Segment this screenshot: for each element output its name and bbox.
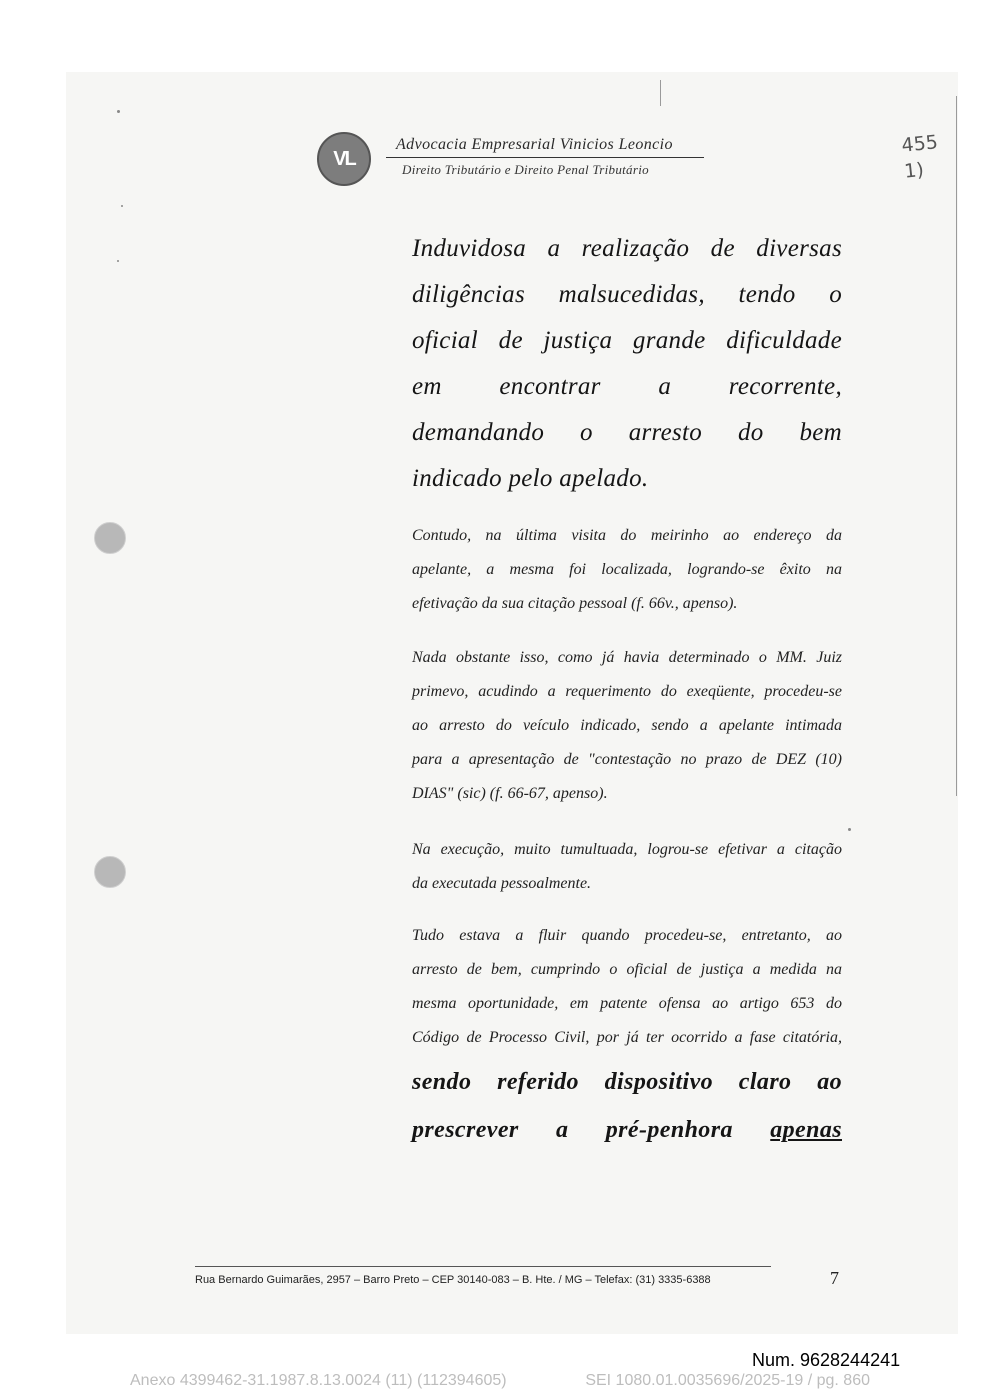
firm-logo-text: VL	[333, 147, 355, 170]
text-line: oficial de justiça grande dificuldade	[412, 327, 842, 354]
underlined-word: apenas	[770, 1117, 842, 1143]
text-line: Induvidosa a realização de diversas	[412, 235, 842, 262]
firm-name: Advocacia Empresarial Vinicios Leoncio	[396, 136, 673, 153]
scan-speck	[121, 205, 123, 207]
right-scan-edge	[956, 96, 957, 796]
paragraph-3	[412, 833, 842, 901]
paragraph-1	[412, 519, 842, 621]
text-line: sendo referido dispositivo claro ao	[412, 1069, 842, 1095]
text-line: em encontrar a recorrente,	[412, 373, 842, 400]
annex-stamp	[130, 1372, 870, 1390]
text-line: Código de Processo Civil, por já ter ocorrido a fase citatória,	[412, 1029, 842, 1046]
intro-paragraph	[412, 226, 842, 502]
text-line	[412, 1106, 842, 1154]
text-line: Na execução, muito tumultuada, logrou-se efetivar a citação	[412, 841, 842, 858]
footer-address: Rua Bernardo Guimarães, 2957 – Barro Preto – CEP 30140-083 – B. Hte. / MG – Telefax: (31) 3335-6388	[195, 1274, 711, 1286]
text-line: apelante, a mesma foi localizada, logrando-se êxito na	[412, 561, 842, 578]
text-line: Nada obstante isso, como já havia determinado o MM. Juiz	[412, 649, 842, 666]
closing-statement	[412, 1058, 842, 1154]
header-rule	[386, 157, 704, 158]
text-line: efetivação da sua citação pessoal (f. 66v., apenso).	[412, 595, 738, 612]
footer-rule	[195, 1266, 771, 1267]
sei-reference: SEI 1080.01.0035696/2025-19 / pg. 860	[585, 1372, 870, 1389]
scan-speck	[117, 110, 120, 113]
handwritten-page-note: 455 1)	[900, 131, 939, 183]
text-line: mesma oportunidade, em patente ofensa ao artigo 653 do	[412, 995, 842, 1012]
page-number: 7	[830, 1268, 839, 1288]
scan-speck	[117, 260, 119, 262]
top-scan-fold	[660, 80, 661, 106]
annex-reference: Anexo 4399462-31.1987.8.13.0024 (11) (112394605)	[130, 1372, 507, 1389]
punch-hole	[94, 856, 126, 888]
text-line: arresto de bem, cumprindo o oficial de justiça a medida na	[412, 961, 842, 978]
firm-logo	[317, 132, 371, 186]
document-number: Num. 9628244241	[752, 1350, 901, 1370]
text-line: diligências malsucedidas, tendo o	[412, 281, 842, 308]
text-line: Tudo estava a fluir quando procedeu-se, entretanto, ao	[412, 927, 842, 944]
paragraph-4	[412, 919, 842, 1055]
text-line: demandando o arresto do bem	[412, 419, 842, 446]
text-line: indicado pelo apelado.	[412, 465, 649, 492]
text-fragment: prescrever a pré-penhora	[412, 1117, 733, 1143]
text-line: ao arresto do veículo indicado, sendo a apelante intimada	[412, 717, 842, 734]
text-line: primevo, acudindo a requerimento do exeqüente, procedeu-se	[412, 683, 842, 700]
text-line: Contudo, na última visita do meirinho ao endereço da	[412, 527, 842, 544]
punch-hole	[94, 522, 126, 554]
scan-speck	[848, 828, 851, 831]
text-line: da executada pessoalmente.	[412, 875, 592, 892]
firm-subtitle: Direito Tributário e Direito Penal Tributário	[402, 162, 649, 177]
text-line: DIAS" (sic) (f. 66-67, apenso).	[412, 785, 608, 802]
paragraph-2	[412, 641, 842, 811]
text-line: para a apresentação de "contestação no prazo de DEZ (10)	[412, 751, 842, 768]
